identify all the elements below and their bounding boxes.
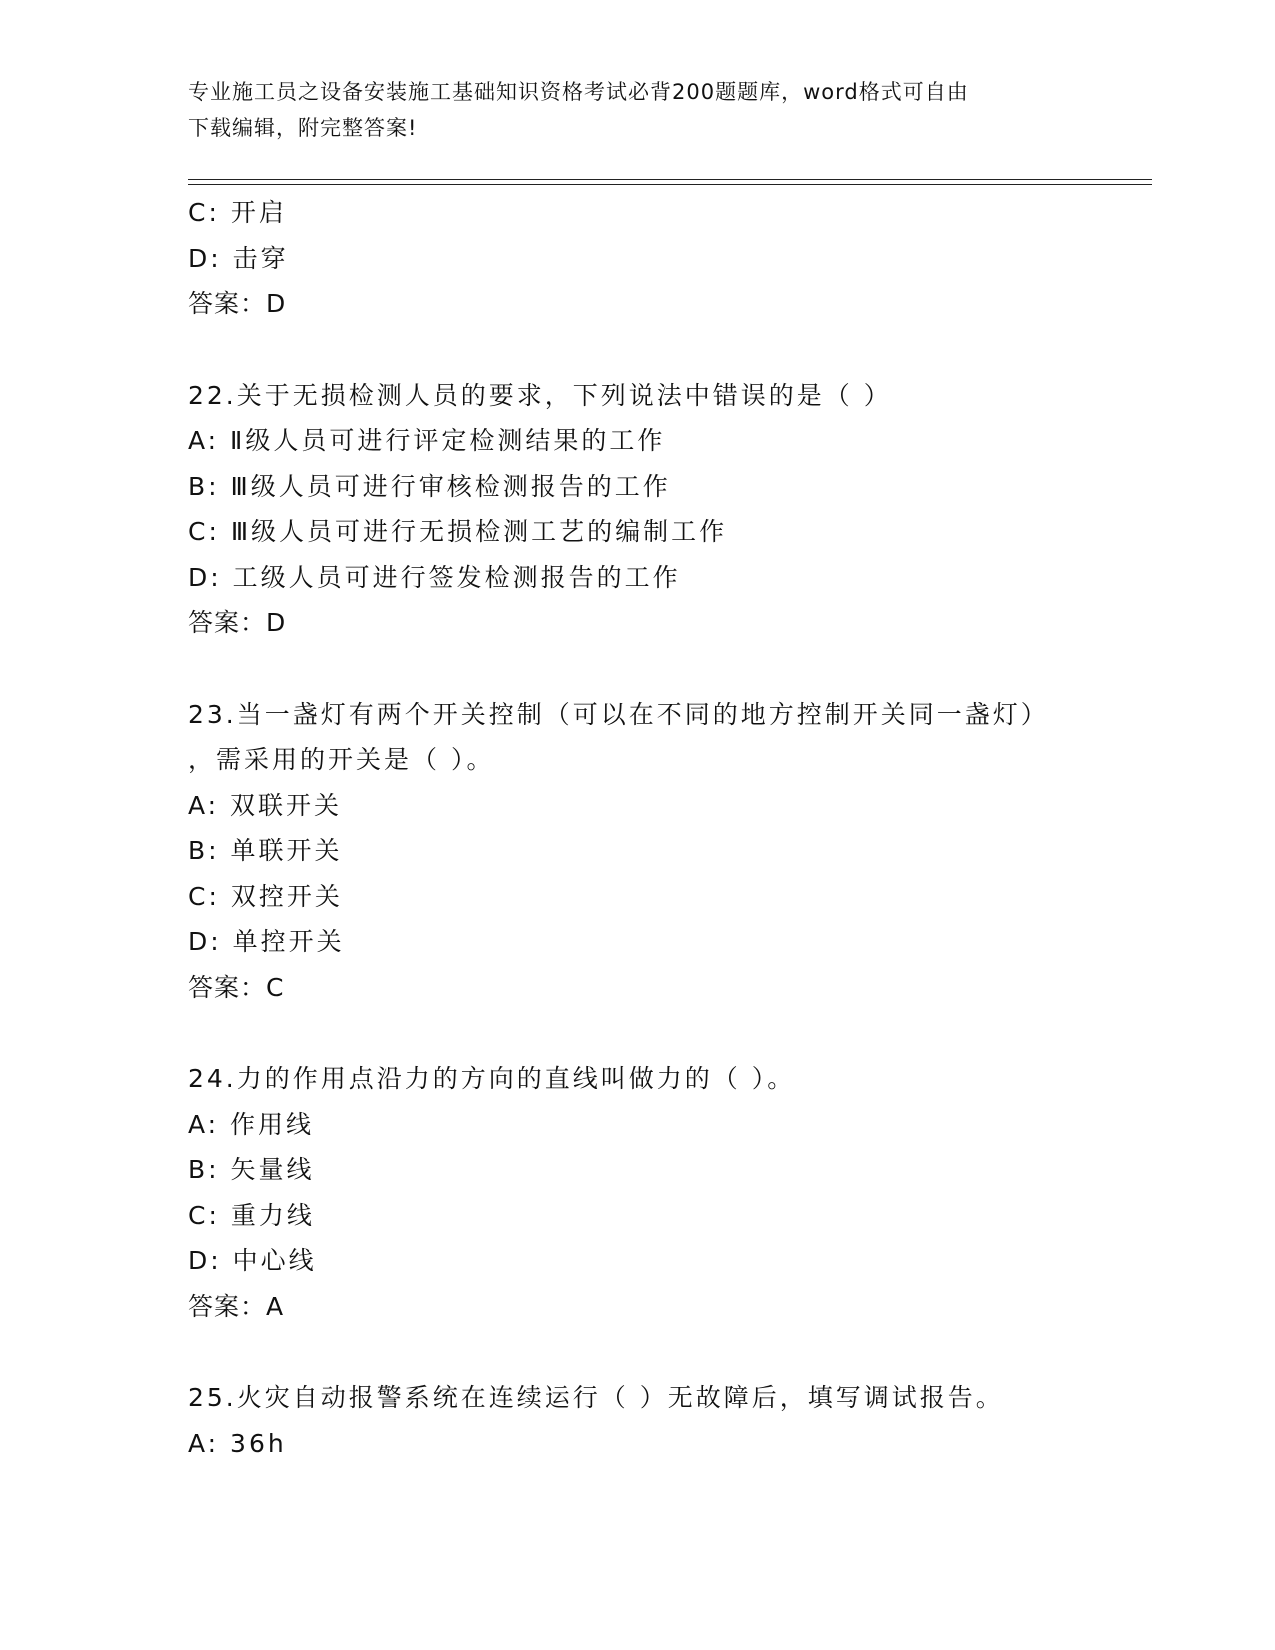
answer-line: 答案：A — [188, 1291, 285, 1321]
question-25 — [188, 1375, 1148, 1466]
option-a: A: 36h — [188, 1428, 287, 1458]
header-divider-bottom — [188, 184, 1152, 185]
option-b: B: Ⅲ级人员可进行审核检测报告的工作 — [188, 471, 671, 501]
question-list — [188, 190, 1148, 1466]
option-a: A: Ⅱ级人员可进行评定检测结果的工作 — [188, 426, 666, 455]
question-stem: 24.力的作用点沿力的方向的直线叫做力的（ ）。 — [188, 1064, 796, 1093]
option-a: A: 作用线 — [188, 1109, 315, 1139]
option-d: D: 中心线 — [188, 1246, 317, 1275]
option-d: D: 单控开关 — [188, 927, 345, 956]
option-c: C: Ⅲ级人员可进行无损检测工艺的编制工作 — [188, 517, 728, 546]
answer-line: 答案：D — [188, 289, 287, 318]
question-22 — [188, 373, 1148, 646]
option-b: B: 单联开关 — [188, 836, 343, 865]
question-23 — [188, 692, 1148, 1011]
option-c: C: 重力线 — [188, 1200, 315, 1230]
question-21-tail — [188, 190, 1148, 327]
header-line-1: 专业施工员之设备安装施工基础知识资格考试必背200题题库，word格式可自由 — [188, 80, 969, 104]
option-a: A: 双联开关 — [188, 790, 343, 820]
option-c: C: 双控开关 — [188, 881, 343, 911]
question-stem-continued: ，需采用的开关是（ ）。 — [188, 745, 495, 774]
header-divider-top — [188, 179, 1152, 180]
question-stem: 25.火灾自动报警系统在连续运行（ ）无故障后，填写调试报告。 — [188, 1383, 1004, 1412]
option-d: D: 击穿 — [188, 243, 289, 273]
option-d: D: 工级人员可进行签发检测报告的工作 — [188, 562, 681, 592]
answer-line: 答案：D — [188, 608, 287, 637]
option-c: C: 开启 — [188, 198, 287, 227]
header-line-2: 下载编辑，附完整答案! — [188, 116, 418, 140]
answer-line: 答案：C — [188, 972, 285, 1002]
question-stem: 22.关于无损检测人员的要求，下列说法中错误的是（ ） — [188, 380, 892, 410]
document-header — [188, 74, 1088, 146]
option-b: B: 矢量线 — [188, 1155, 315, 1184]
question-stem: 23.当一盏灯有两个开关控制（可以在不同的地方控制开关同一盏灯） — [188, 699, 1049, 729]
question-24 — [188, 1056, 1148, 1329]
